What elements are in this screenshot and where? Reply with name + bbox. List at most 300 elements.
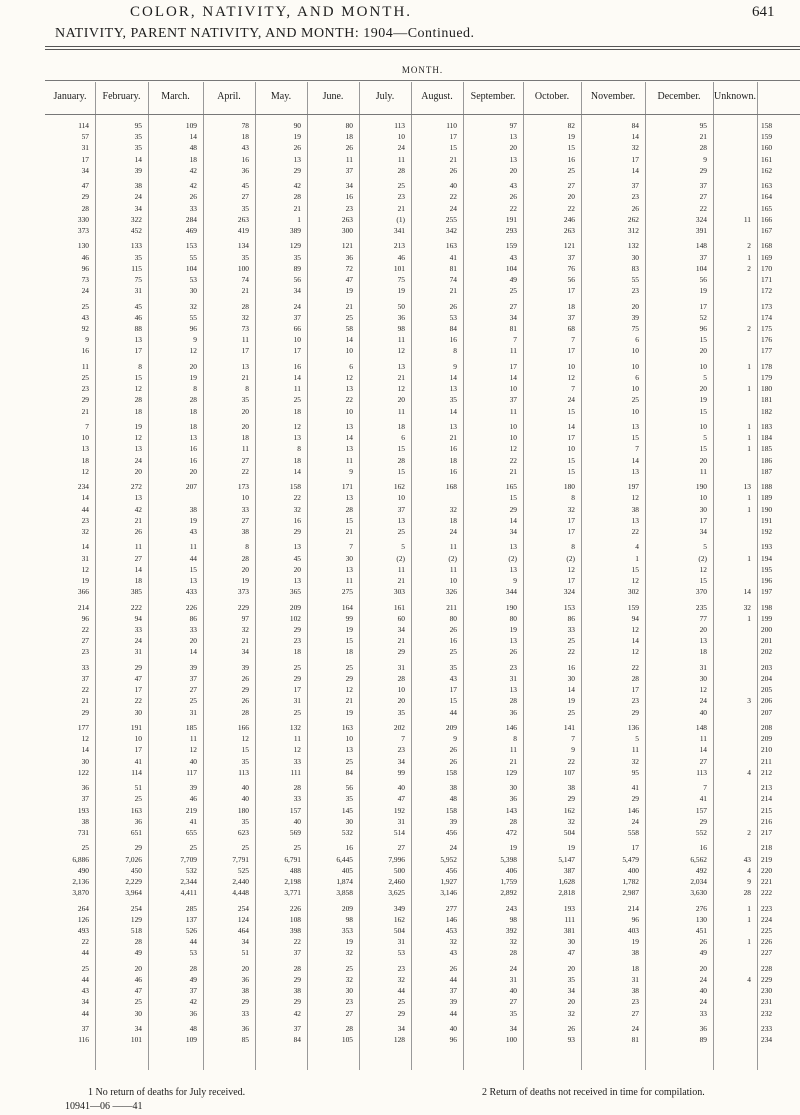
table-row: [45, 517, 800, 525]
table-cell: 22: [81, 625, 89, 634]
table-row: [45, 905, 800, 913]
table-cell: 493: [77, 926, 89, 935]
table-cell: 13: [293, 542, 301, 552]
row-number: 197: [761, 587, 773, 597]
table-cell: 45: [241, 181, 249, 191]
table-cell: 19: [345, 625, 353, 634]
table-cell: 49: [134, 948, 142, 958]
table-cell: 12: [345, 685, 353, 695]
table-cell: 93: [567, 1035, 575, 1045]
table-cell: 28: [134, 937, 142, 947]
table-cell: 24: [293, 301, 301, 311]
table-cell: 42: [189, 181, 197, 191]
table-cell: 7,026: [125, 854, 142, 864]
table-cell: 27: [631, 1008, 639, 1018]
row-number: 188: [761, 482, 773, 492]
table-cell: 84: [449, 324, 457, 333]
column-header: Unknown.: [714, 91, 756, 102]
table-cell: 129: [505, 767, 517, 777]
table-cell: 191: [505, 214, 517, 224]
table-cell: 9: [193, 335, 197, 345]
row-number: 179: [761, 373, 773, 382]
table-cell: (2): [508, 553, 517, 563]
table-cell: 9: [453, 361, 457, 371]
table-cell: 472: [505, 828, 517, 837]
table-cell: 27: [189, 685, 197, 695]
table-cell: 14: [189, 132, 197, 142]
table-cell: 51: [241, 948, 249, 958]
table-cell: 40: [699, 707, 707, 717]
table-cell: 33: [293, 756, 301, 766]
table-cell: 324: [695, 214, 707, 224]
table-cell: 34: [509, 1024, 517, 1033]
table-cell: 44: [81, 975, 89, 984]
row-number: 178: [761, 361, 773, 371]
table-cell: 20: [189, 361, 197, 371]
table-cell: 15: [567, 466, 575, 476]
table-cell: 15: [567, 143, 575, 153]
table-cell: 29: [293, 625, 301, 634]
table-cell: 255: [445, 214, 457, 224]
table-cell: 6,562: [690, 854, 707, 864]
table-cell: 8: [571, 493, 575, 503]
table-cell: 26: [631, 203, 639, 213]
table-cell: 157: [289, 805, 301, 815]
table-cell: 57: [81, 132, 89, 142]
table-cell: 29: [134, 662, 142, 672]
table-cell: 107: [563, 767, 575, 777]
table-cell: 42: [189, 997, 197, 1007]
table-row: [45, 325, 800, 333]
table-row: [45, 686, 800, 694]
table-cell: 84: [345, 767, 353, 777]
table-row: [45, 167, 800, 175]
table-cell: 29: [345, 674, 353, 683]
table-cell: 23: [81, 515, 89, 525]
table-cell: 16: [449, 636, 457, 646]
table-cell: 213: [393, 241, 405, 251]
table-cell: 300: [341, 226, 353, 235]
table-cell: 8: [245, 384, 249, 394]
table-row: [45, 276, 800, 284]
table-row: [45, 637, 800, 645]
table-cell: 29: [293, 527, 301, 536]
row-number: 212: [761, 767, 773, 777]
table-cell: 14: [567, 685, 575, 695]
table-cell: 11: [449, 564, 457, 574]
table-cell: 34: [241, 937, 249, 947]
table-cell: 19: [345, 937, 353, 947]
table-cell: 27: [241, 455, 249, 465]
row-number: 216: [761, 816, 773, 826]
table-cell: 392: [505, 926, 517, 935]
table-cell: 26: [241, 696, 249, 706]
table-cell: 23: [345, 203, 353, 213]
table-row: [45, 374, 800, 382]
table-cell: 29: [567, 794, 575, 804]
table-cell: 43: [189, 527, 197, 536]
table-cell: 11: [293, 384, 301, 394]
table-cell: 532: [341, 828, 353, 837]
table-cell: 11: [345, 154, 353, 164]
table-cell: 23: [397, 192, 405, 202]
table-cell: 37: [189, 674, 197, 683]
table-cell: 5: [703, 542, 707, 552]
table-row: [45, 314, 800, 322]
table-row: [45, 615, 800, 623]
table-row: [45, 566, 800, 574]
table-cell: 11: [509, 745, 517, 755]
row-number: 200: [761, 625, 773, 634]
table-cell: 136: [627, 723, 639, 732]
table-cell: 37: [81, 674, 89, 683]
table-cell: 211: [446, 602, 457, 612]
table-cell: 26: [699, 937, 707, 947]
table-cell: 35: [509, 1008, 517, 1018]
table-cell: 2: [747, 324, 751, 333]
table-cell: 26: [449, 301, 457, 311]
table-cell: 44: [81, 1008, 89, 1018]
table-cell: 4,448: [232, 888, 249, 898]
table-cell: 28: [241, 553, 249, 563]
footnote-2: 2 Return of deaths not received in time for compilation.: [482, 1087, 705, 1098]
table-cell: 18: [631, 963, 639, 973]
column-header: March.: [161, 91, 190, 102]
table-cell: 42: [134, 504, 142, 514]
table-cell: 165: [505, 482, 517, 492]
table-cell: 13: [134, 444, 142, 454]
table-cell: 13: [509, 685, 517, 695]
table-cell: 74: [449, 275, 457, 284]
table-cell: 25: [509, 286, 517, 296]
table-cell: 30: [345, 986, 353, 996]
table-cell: 159: [505, 241, 517, 251]
table-cell: 14: [293, 466, 301, 476]
table-cell: 185: [185, 723, 197, 732]
table-cell: 7: [401, 734, 405, 744]
table-cell: 2,136: [72, 877, 89, 886]
table-cell: 8: [297, 444, 301, 454]
table-cell: 28: [81, 203, 89, 213]
table-cell: 148: [695, 723, 707, 732]
table-cell: 10: [567, 444, 575, 454]
table-cell: 7: [571, 734, 575, 744]
table-cell: 24: [699, 997, 707, 1007]
table-cell: 12: [631, 493, 639, 503]
table-cell: 20: [241, 564, 249, 574]
table-cell: 35: [134, 143, 142, 153]
table-row: [45, 769, 800, 777]
table-cell: 1,782: [622, 877, 639, 886]
table-cell: 214: [77, 602, 89, 612]
table-cell: 13: [699, 636, 707, 646]
table-cell: 27: [509, 301, 517, 311]
table-cell: 11: [743, 214, 751, 224]
table-cell: 190: [695, 482, 707, 492]
table-cell: 143: [505, 805, 517, 815]
table-cell: 42: [293, 1008, 301, 1018]
table-cell: 18: [134, 406, 142, 416]
table-cell: 7: [571, 335, 575, 345]
table-cell: 31: [81, 143, 89, 153]
table-cell: 43: [81, 986, 89, 996]
row-number: 173: [761, 301, 773, 311]
table-cell: 28: [293, 963, 301, 973]
table-cell: 31: [134, 647, 142, 657]
table-cell: 49: [509, 275, 517, 284]
table-cell: 30: [134, 1008, 142, 1018]
table-cell: 6: [401, 433, 405, 443]
table-cell: 38: [293, 986, 301, 996]
row-number: 191: [761, 515, 773, 525]
table-cell: 293: [505, 226, 517, 235]
table-cell: 35: [567, 975, 575, 984]
table-cell: 22: [631, 662, 639, 672]
table-cell: 22: [509, 203, 517, 213]
table-cell: 10: [567, 361, 575, 371]
table-cell: 49: [189, 975, 197, 984]
table-cell: 32: [81, 527, 89, 536]
table-cell: 16: [189, 444, 197, 454]
table-cell: 5: [401, 542, 405, 552]
table-cell: 21: [134, 515, 142, 525]
row-number: 159: [761, 132, 773, 142]
table-cell: 35: [449, 395, 457, 405]
table-cell: 19: [293, 132, 301, 142]
table-cell: 96: [631, 914, 639, 924]
table-cell: 207: [185, 482, 197, 492]
table-cell: 35: [345, 794, 353, 804]
table-row: [45, 363, 800, 371]
table-cell: 99: [397, 767, 405, 777]
table-cell: 37: [189, 986, 197, 996]
table-subtitle: NATIVITY, PARENT NATIVITY, AND MONTH: 1904—Continued.: [55, 26, 475, 41]
table-cell: 322: [130, 214, 142, 224]
table-cell: 30: [509, 783, 517, 793]
table-cell: 30: [81, 756, 89, 766]
table-cell: 30: [699, 504, 707, 514]
table-cell: 26: [567, 1024, 575, 1033]
table-cell: 95: [631, 767, 639, 777]
table-cell: 158: [445, 805, 457, 815]
table-cell: 246: [563, 214, 575, 224]
table-cell: 552: [695, 828, 707, 837]
table-cell: 1: [747, 504, 751, 514]
row-number: 164: [761, 192, 773, 202]
table-row: [45, 724, 800, 732]
table-row: [45, 735, 800, 743]
table-cell: 20: [189, 466, 197, 476]
table-cell: 18: [567, 301, 575, 311]
table-cell: 19: [509, 625, 517, 634]
table-cell: 24: [631, 1024, 639, 1033]
table-cell: 43: [241, 143, 249, 153]
table-cell: 13: [397, 515, 405, 525]
table-cell: 96: [189, 324, 197, 333]
table-cell: 341: [393, 226, 405, 235]
table-cell: 22: [699, 203, 707, 213]
table-cell: 326: [445, 587, 457, 597]
table-cell: 2,460: [388, 877, 405, 886]
table-cell: 6,886: [72, 854, 89, 864]
table-cell: 32: [509, 937, 517, 947]
table-cell: 37: [293, 312, 301, 322]
table-cell: 22: [81, 685, 89, 695]
table-cell: 525: [237, 865, 249, 875]
table-cell: 12: [509, 444, 517, 454]
table-cell: 162: [393, 914, 405, 924]
table-cell: 25: [293, 843, 301, 853]
table-cell: 4,411: [180, 888, 197, 898]
table-cell: 133: [130, 241, 142, 251]
table-cell: 47: [397, 794, 405, 804]
column-header: August.: [421, 91, 453, 102]
table-cell: 177: [77, 723, 89, 732]
row-number: 161: [761, 154, 773, 164]
table-row: [45, 867, 800, 875]
table-cell: 2,034: [690, 877, 707, 886]
table-cell: 20: [293, 564, 301, 574]
table-cell: 31: [509, 674, 517, 683]
table-cell: 26: [509, 647, 517, 657]
table-cell: 7: [85, 422, 89, 431]
table-cell: 29: [397, 1008, 405, 1018]
table-row: [45, 457, 800, 465]
table-cell: 80: [509, 613, 517, 623]
table-cell: 38: [241, 986, 249, 996]
table-cell: 1: [297, 214, 301, 224]
table-cell: 25: [81, 301, 89, 311]
table-cell: 18: [345, 647, 353, 657]
table-cell: 102: [289, 613, 301, 623]
table-cell: 34: [397, 1024, 405, 1033]
top-rule: [45, 46, 800, 47]
table-cell: 406: [505, 865, 517, 875]
table-cell: 24: [449, 527, 457, 536]
table-cell: 16: [241, 154, 249, 164]
table-cell: 8: [453, 346, 457, 356]
table-cell: 219: [185, 805, 197, 815]
table-row: [45, 965, 800, 973]
table-cell: 105: [341, 1035, 353, 1045]
table-cell: 24: [699, 696, 707, 706]
table-cell: 254: [237, 903, 249, 913]
table-cell: 11: [449, 542, 457, 552]
table-cell: 12: [631, 625, 639, 634]
table-cell: 37: [293, 948, 301, 958]
table-cell: 81: [449, 263, 457, 273]
table-cell: 33: [567, 625, 575, 634]
table-cell: 13: [345, 444, 353, 454]
table-cell: 20: [567, 997, 575, 1007]
table-cell: 26: [449, 625, 457, 634]
row-number: 234: [761, 1035, 773, 1045]
table-cell: 15: [241, 745, 249, 755]
table-cell: 44: [189, 937, 197, 947]
table-cell: 3,146: [440, 888, 457, 898]
table-cell: 44: [449, 1008, 457, 1018]
table-cell: 29: [699, 165, 707, 175]
table-cell: 11: [509, 346, 517, 356]
table-cell: 163: [130, 805, 142, 815]
table-cell: 23: [345, 997, 353, 1007]
table-cell: 8: [571, 542, 575, 552]
column-header: February.: [102, 91, 141, 102]
table-cell: 25: [134, 997, 142, 1007]
table-cell: 44: [189, 553, 197, 563]
table-cell: 11: [699, 734, 707, 744]
table-cell: 95: [134, 121, 142, 130]
table-cell: 29: [631, 794, 639, 804]
table-cell: 27: [567, 181, 575, 191]
table-cell: 121: [341, 241, 353, 251]
table-cell: 32: [567, 504, 575, 514]
table-cell: 47: [134, 986, 142, 996]
table-cell: 6: [635, 373, 639, 382]
table-cell: 192: [393, 805, 405, 815]
table-cell: 40: [397, 783, 405, 793]
table-cell: 14: [509, 515, 517, 525]
table-cell: 31: [189, 707, 197, 717]
table-cell: 353: [341, 926, 353, 935]
table-row: [45, 396, 800, 404]
table-cell: 34: [81, 165, 89, 175]
row-number: 203: [761, 662, 773, 672]
table-cell: 53: [449, 312, 457, 322]
table-cell: 47: [81, 181, 89, 191]
table-row: [45, 697, 800, 705]
table-cell: 28: [509, 948, 517, 958]
table-cell: 11: [397, 564, 405, 574]
table-cell: 48: [189, 143, 197, 153]
row-number: 170: [761, 263, 773, 273]
table-row: [45, 193, 800, 201]
table-cell: 32: [241, 312, 249, 322]
table-cell: 22: [293, 493, 301, 503]
table-cell: 53: [189, 948, 197, 958]
table-cell: 27: [345, 1008, 353, 1018]
table-cell: 86: [567, 613, 575, 623]
table-cell: 33: [699, 1008, 707, 1018]
table-cell: 75: [134, 275, 142, 284]
table-cell: 30: [699, 674, 707, 683]
table-cell: 22: [567, 756, 575, 766]
table-cell: 23: [397, 963, 405, 973]
table-cell: 11: [699, 466, 707, 476]
table-cell: 3,858: [336, 888, 353, 898]
table-cell: 35: [397, 707, 405, 717]
table-cell: 34: [134, 1024, 142, 1033]
table-cell: 97: [509, 121, 517, 130]
table-cell: 15: [699, 335, 707, 345]
table-cell: 229: [237, 602, 249, 612]
row-number: 228: [761, 963, 773, 973]
table-cell: 11: [189, 734, 197, 744]
table-row: [45, 1025, 800, 1033]
table-cell: 161: [393, 602, 405, 612]
table-cell: 33: [134, 625, 142, 634]
table-cell: 31: [397, 662, 405, 672]
table-cell: 32: [449, 504, 457, 514]
table-cell: 21: [241, 636, 249, 646]
table-cell: 25: [189, 696, 197, 706]
table-cell: 111: [290, 767, 301, 777]
table-cell: 16: [567, 662, 575, 672]
table-cell: 98: [509, 914, 517, 924]
table-cell: 21: [397, 203, 405, 213]
table-row: [45, 844, 800, 852]
table-cell: 17: [134, 745, 142, 755]
